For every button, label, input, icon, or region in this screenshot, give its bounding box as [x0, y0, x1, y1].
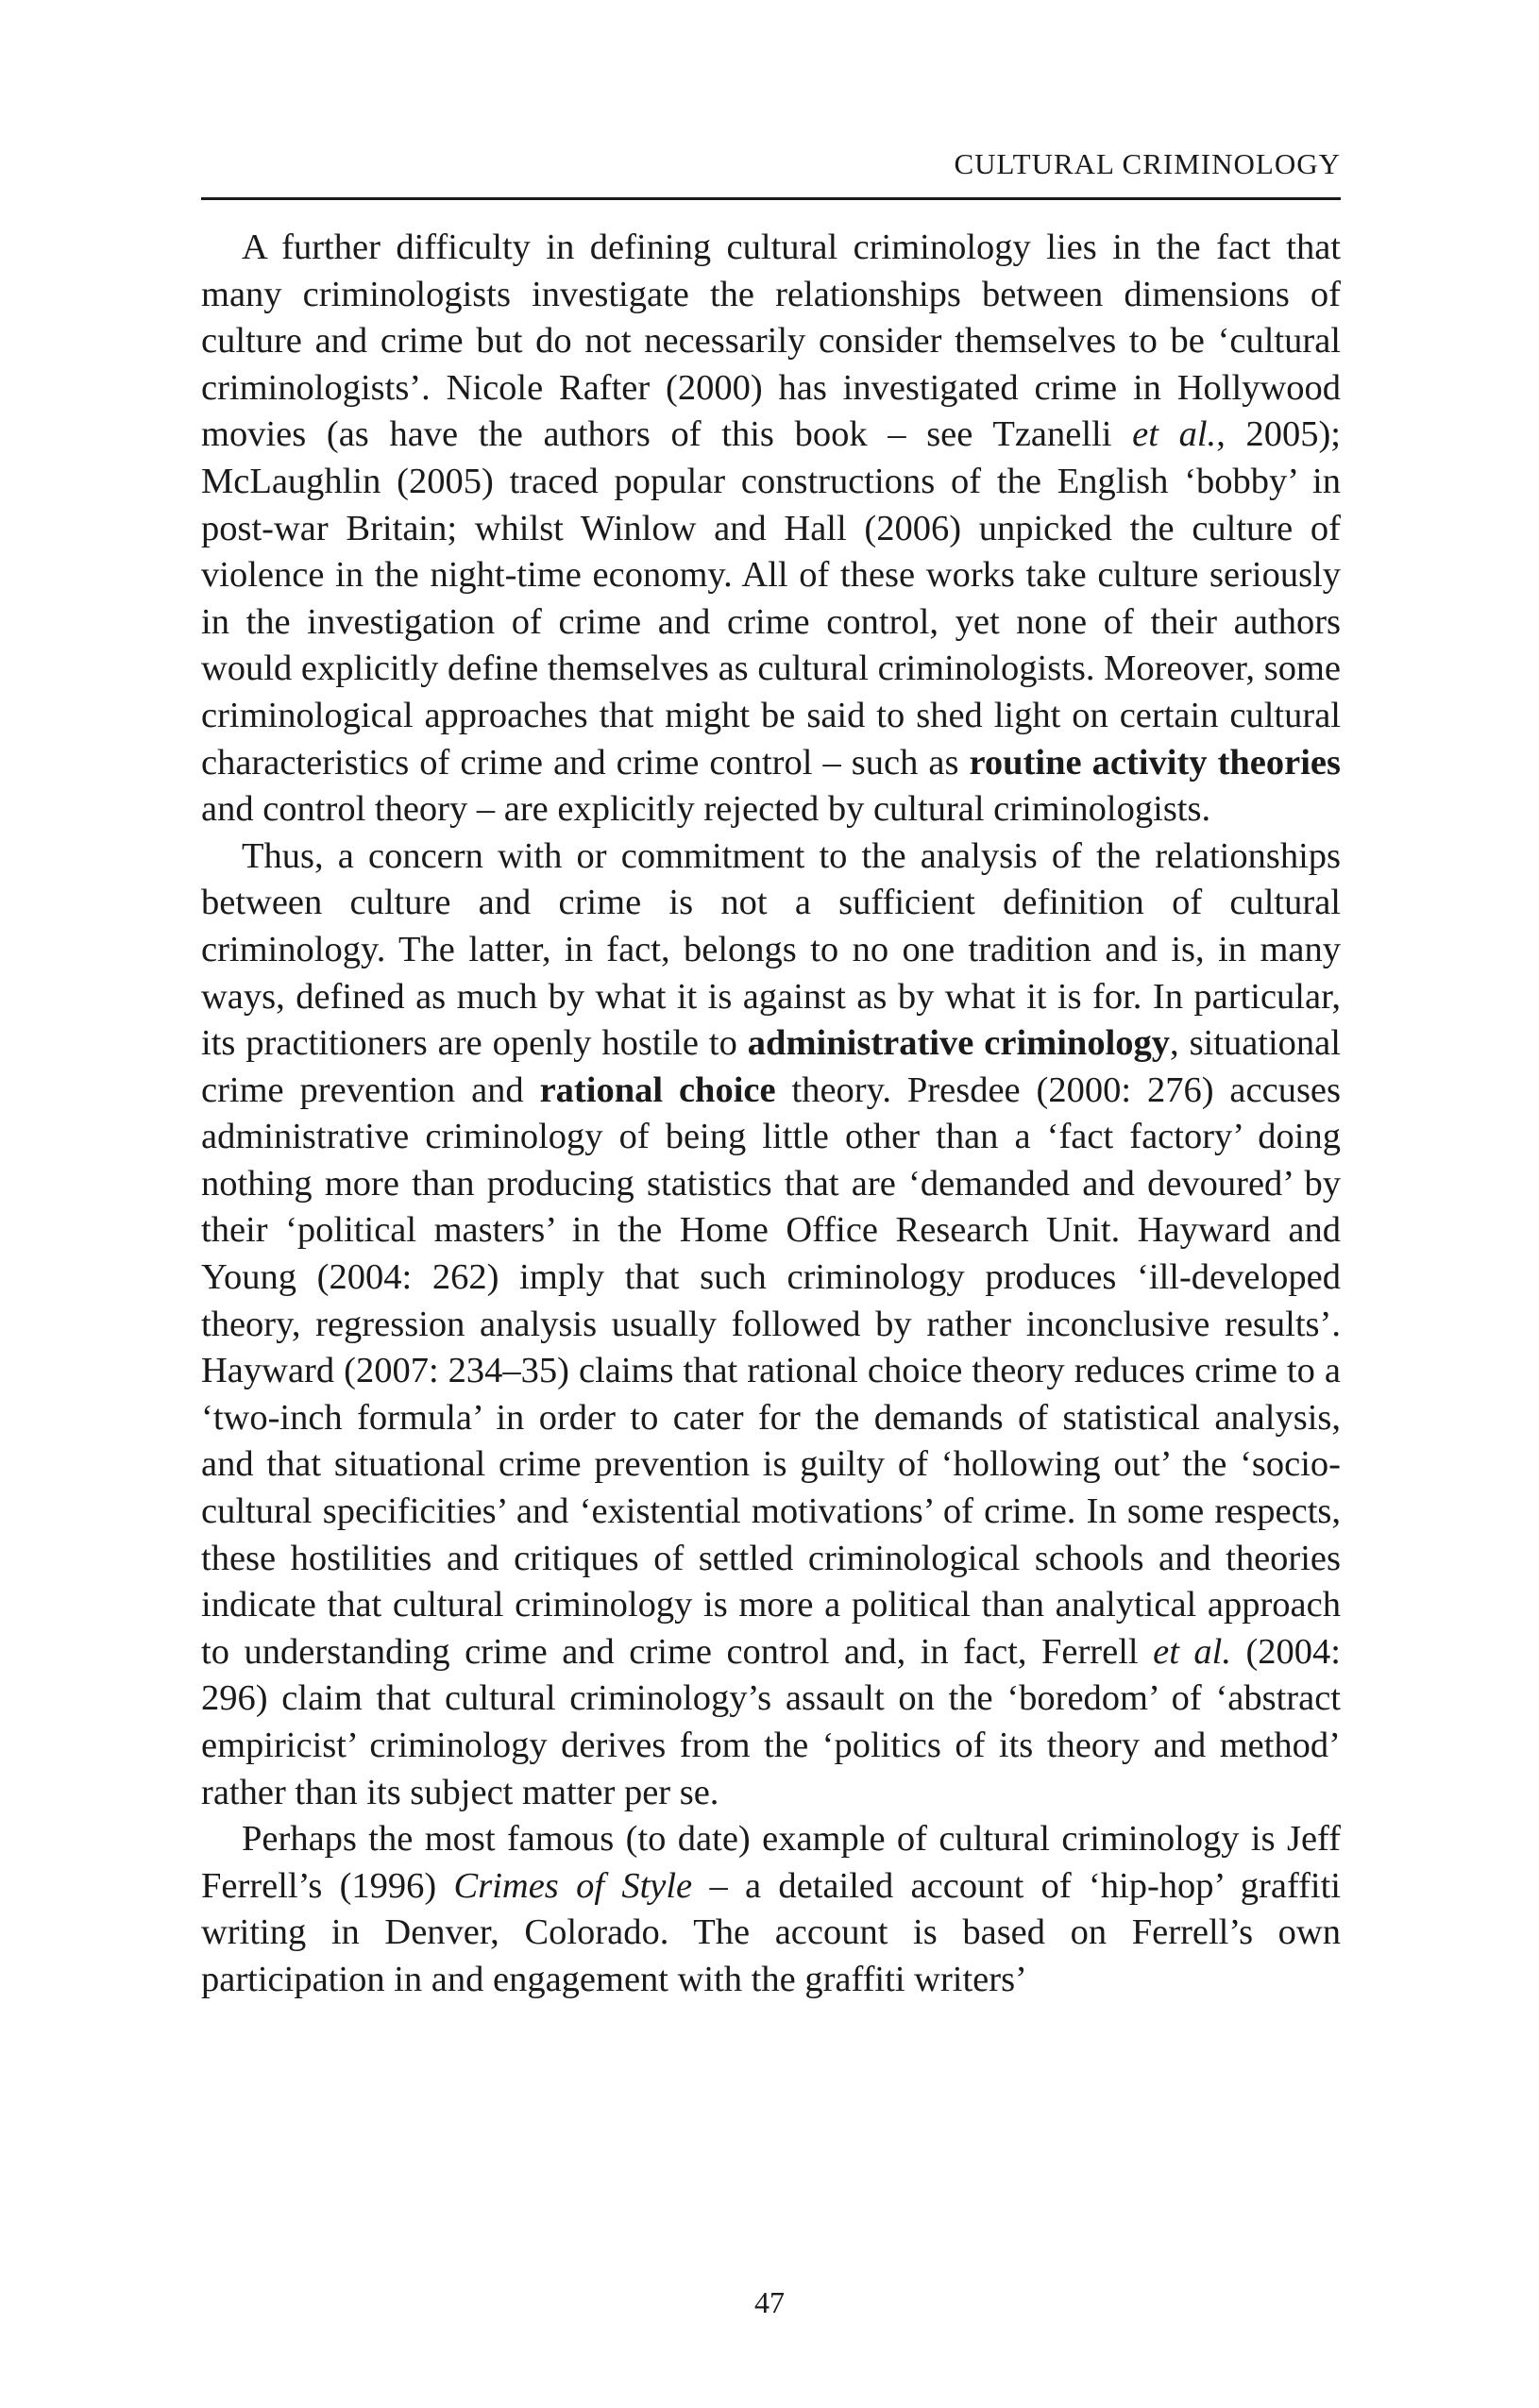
text-run: and control theory – are explicitly rejected by cultural criminologists. [201, 789, 1211, 830]
page-number: 47 [754, 2285, 785, 2319]
running-head: CULTURAL CRIMINOLOGY [954, 147, 1341, 180]
text-run: Thus, a concern with or commitment to the analysis of the relationships between culture and crime is not a sufficient definition of cultural criminology. The latter, in fact, belongs to no one tradition and is, in many ways, defined as much by what it is against as by what it is for. In particular, its practitioners are openly hostile to [201, 835, 1341, 1064]
text-run: (2004: 296) claim that cultural criminology’s assault on the ‘boredom’ of ‘abstract empiricist’ criminology derives from the ‘politics of its theory and method’ rather than its subject matter per se. [201, 1631, 1341, 1812]
text-run: theory. Presdee (2000: 276) accuses administrative criminology of being little other than a ‘fact factory’ doing nothing more than producing statistics that are ‘demanded and devoured’ by their ‘political masters’ in the Home Office Research Unit. Hayward and Young (2004: 262) imply that such criminology produces ‘ill-developed theory, regression analysis usually followed by rather inconclusive results’. Hayward (2007: 234–35) claims that rational choice theory reduces crime to a ‘two-inch formula’ in order to cater for the demands of statistical analysis, and that situational crime prevention is guilty of ‘hollowing out’ the ‘socio-cultural specificities’ and ‘existential motivations’ of crime. In some respects, these hostilities and critiques of settled criminological schools and theories indicate that cultural criminology is more a political than analytical approach to understanding crime and crime control and, in fact, Ferrell [201, 1069, 1341, 1672]
text-run: Perhaps the most famous (to date) example of cultural criminology is Jeff Ferrell’s (1996) [201, 1819, 1341, 1906]
paragraph [201, 225, 1341, 834]
bold-term: administrative criminology [747, 1023, 1171, 1064]
text-run: , 2005); McLaughlin (2005) traced popular constructions of the English ‘bobby’ in post-war Britain; whilst Winlow and Hall (2006) unpicked the culture of violence in the night-time economy. All of these works take culture seriously in the investigation of crime and crime control, yet none of their authors would explicitly define themselves as cultural criminologists. Moreover, some criminological approaches that might be said to shed light on certain cultural characteristics of crime and crime control – such as [201, 414, 1342, 783]
text-run: , situational crime prevention and [201, 1023, 1341, 1110]
paragraph [201, 1816, 1341, 2003]
body-text [201, 225, 1341, 2004]
bold-term: routine activity theories [969, 742, 1341, 783]
text-run: – a detailed account of ‘hip-hop’ graffiti writing in Denver, Colorado. The account is based on Ferrell’s own participation in and engagement with the graffiti writers’ [201, 1865, 1341, 1999]
header-rule [201, 197, 1341, 200]
italic-text: et al. [1153, 1631, 1231, 1672]
text-run: A further difficulty in defining cultural criminology lies in the fact that many criminologists investigate the relationships between dimensions of culture and crime but do not necessarily consider themselves to be ‘cultural criminologists’. Nicole Rafter (2000) has investigated crime in Hollywood movies (as have the authors of this book – see Tzanelli [201, 227, 1341, 455]
italic-text: Crimes of Style [453, 1865, 693, 1906]
italic-text: et al. [1132, 414, 1217, 455]
paragraph [201, 834, 1341, 1816]
bold-term: rational choice [539, 1069, 776, 1110]
